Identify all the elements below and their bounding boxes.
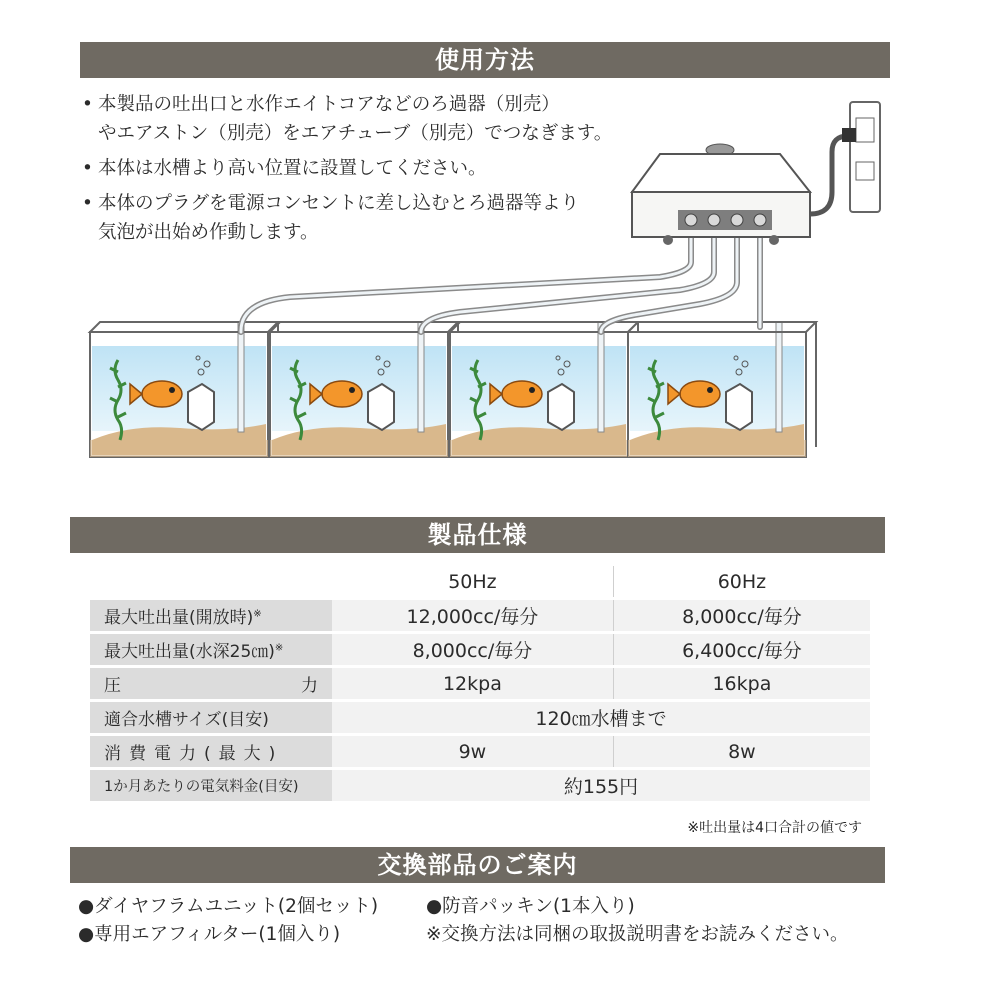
spec-header-row	[90, 566, 870, 597]
air-tubes	[241, 232, 760, 332]
usage-bullet-3-line-2: 気泡が出始め作動します。	[98, 222, 319, 243]
spec-label: 圧 力	[90, 668, 332, 699]
list-item: ●専用エアフィルター(1個入り)	[78, 924, 341, 945]
spec-value-50hz: 8,000cc/毎分	[332, 634, 613, 665]
aquarium-4	[628, 322, 816, 457]
spec-value-50hz: 9w	[332, 736, 613, 767]
usage-bullet-3-line-1: 本体のプラグを電源コンセントに差し込むとろ過器等より	[98, 193, 580, 214]
parts-list-right	[426, 893, 849, 949]
spec-value-60hz: 6,400cc/毎分	[613, 634, 870, 665]
setup-illustration	[80, 92, 900, 472]
table-row	[90, 668, 870, 699]
parts-section-title: 交換部品のご案内	[70, 847, 885, 883]
table-row	[90, 600, 870, 631]
spec-header-blank	[90, 566, 332, 597]
usage-bullet-1-line-1: 本製品の吐出口と水作エイトコアなどのろ過器（別売）	[98, 94, 560, 115]
aquarium-1	[90, 322, 278, 457]
spec-table	[90, 563, 870, 804]
spec-col-50hz: 50Hz	[332, 566, 613, 597]
aquarium-2	[270, 322, 458, 457]
spec-value-60hz: 8w	[613, 736, 870, 767]
bullet-marker: •	[82, 193, 93, 214]
table-row	[90, 736, 870, 767]
air-pump	[632, 144, 810, 245]
list-item: ※交換方法は同梱の取扱説明書をお読みください。	[426, 924, 849, 945]
spec-col-60hz: 60Hz	[613, 566, 870, 597]
usage-bullet-2-line-1: 本体は水槽より高い位置に設置してください。	[98, 158, 487, 179]
spec-label: 最大吐出量(開放時)※	[90, 600, 332, 631]
spec-label: 1か月あたりの電気料金(目安)	[90, 770, 332, 801]
usage-bullet-1-line-2: やエアストン（別売）をエアチューブ（別売）でつなぎます。	[98, 123, 613, 144]
list-item: ●防音パッキン(1本入り)	[426, 896, 635, 917]
spec-label: 適合水槽サイズ(目安)	[90, 702, 332, 733]
power-cord	[810, 136, 848, 214]
spec-value-merged: 120㎝水槽まで	[332, 702, 870, 733]
bullet-marker: •	[82, 158, 93, 179]
table-row	[90, 634, 870, 665]
spec-value-50hz: 12kpa	[332, 668, 613, 699]
table-row	[90, 702, 870, 733]
spec-value-merged: 約155円	[332, 770, 870, 801]
spec-value-60hz: 8,000cc/毎分	[613, 600, 870, 631]
parts-list-left	[78, 893, 378, 949]
spec-value-50hz: 12,000cc/毎分	[332, 600, 613, 631]
bullet-marker: •	[82, 94, 93, 115]
table-row	[90, 770, 870, 801]
list-item: ●ダイヤフラムユニット(2個セット)	[78, 896, 379, 917]
usage-section-title: 使用方法	[80, 42, 890, 78]
aquarium-3	[450, 322, 638, 457]
spec-section-title: 製品仕様	[70, 517, 885, 553]
spec-label: 最大吐出量(水深25㎝)※	[90, 634, 332, 665]
spec-footnote: ※吐出量は4口合計の値です	[687, 820, 862, 836]
spec-label: 消費電力(最大)	[90, 736, 332, 767]
spec-value-60hz: 16kpa	[613, 668, 870, 699]
wall-outlet	[842, 102, 880, 212]
